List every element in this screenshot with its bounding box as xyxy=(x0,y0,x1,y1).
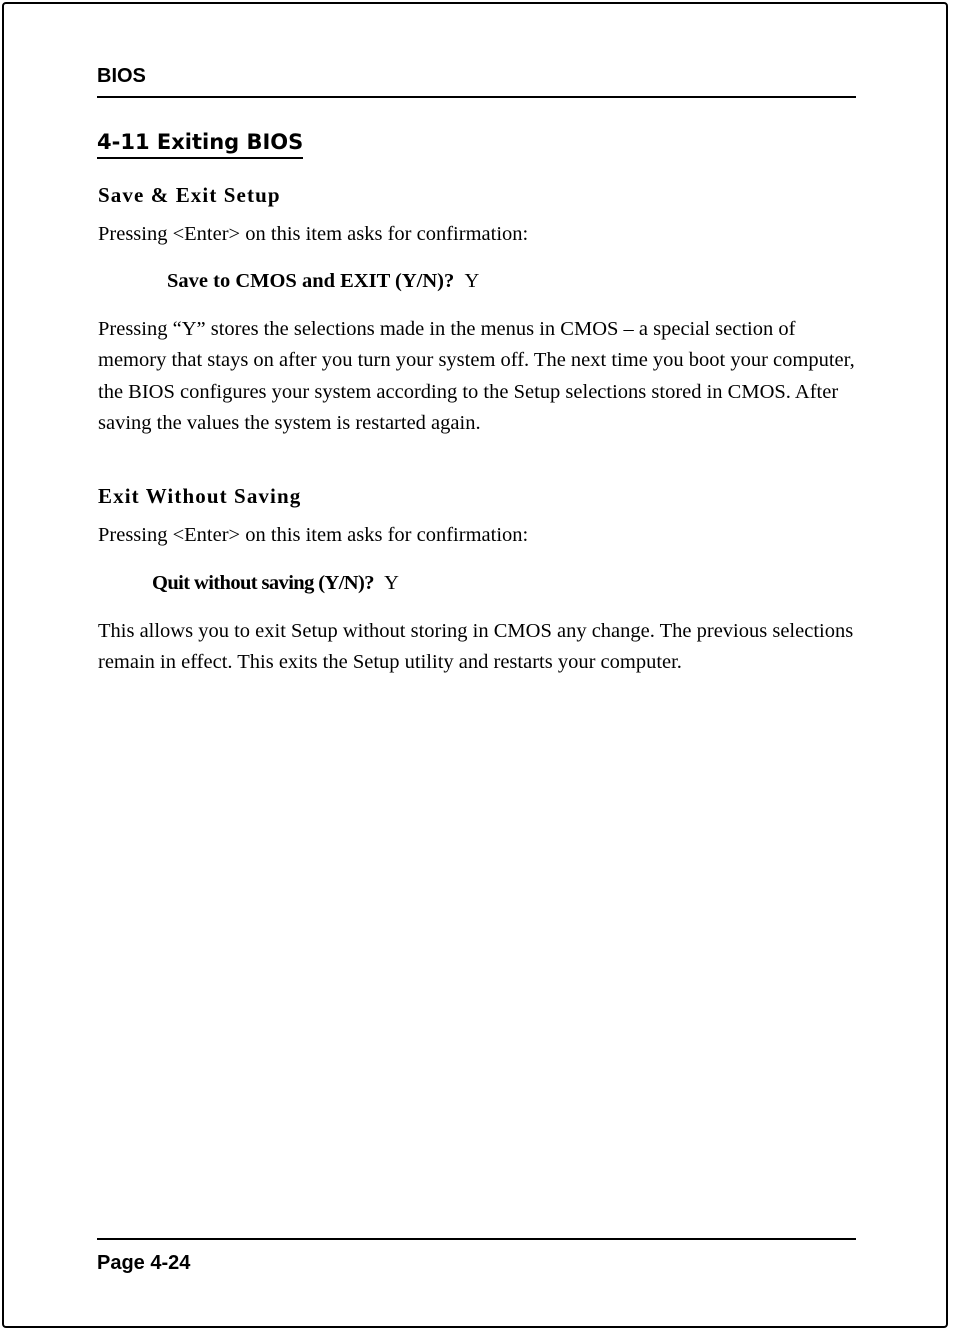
exit-without-saving-description: This allows you to exit Setup without storing in CMOS any change. The previous selections remain in effect. This exits the Setup utility and restarts your computer. xyxy=(98,620,854,674)
footer-divider xyxy=(97,1238,856,1240)
save-exit-prompt: Save to CMOS and EXIT (Y/N)? xyxy=(167,270,455,292)
save-exit-heading: Save & Exit Setup xyxy=(98,183,281,207)
running-header: BIOS xyxy=(97,65,146,87)
save-exit-answer: Y xyxy=(464,270,480,292)
save-exit-intro: Pressing <Enter> on this item asks for confirmation: xyxy=(98,223,529,245)
section-title: 4-11 Exiting BIOS xyxy=(97,128,303,159)
exit-without-saving-intro: Pressing <Enter> on this item asks for confirmation: xyxy=(98,524,529,546)
save-exit-description: Pressing “Y” stores the selections made in the menus in CMOS – a special section of memory that stays on after you turn your system off. The next time you boot your computer, the BIOS configures your system according to the Setup selections stored in CMOS. After saving the values the system is restarted again. xyxy=(98,318,855,434)
page-number: Page 4-24 xyxy=(97,1252,191,1274)
exit-without-saving-heading: Exit Without Saving xyxy=(98,484,302,508)
header-divider xyxy=(97,96,856,98)
save-exit-prompt-line xyxy=(167,269,479,293)
exit-without-saving-answer: Y xyxy=(384,572,399,594)
exit-without-saving-prompt-line xyxy=(152,571,399,595)
exit-without-saving-prompt: Quit without saving (Y/N)? xyxy=(152,572,374,594)
